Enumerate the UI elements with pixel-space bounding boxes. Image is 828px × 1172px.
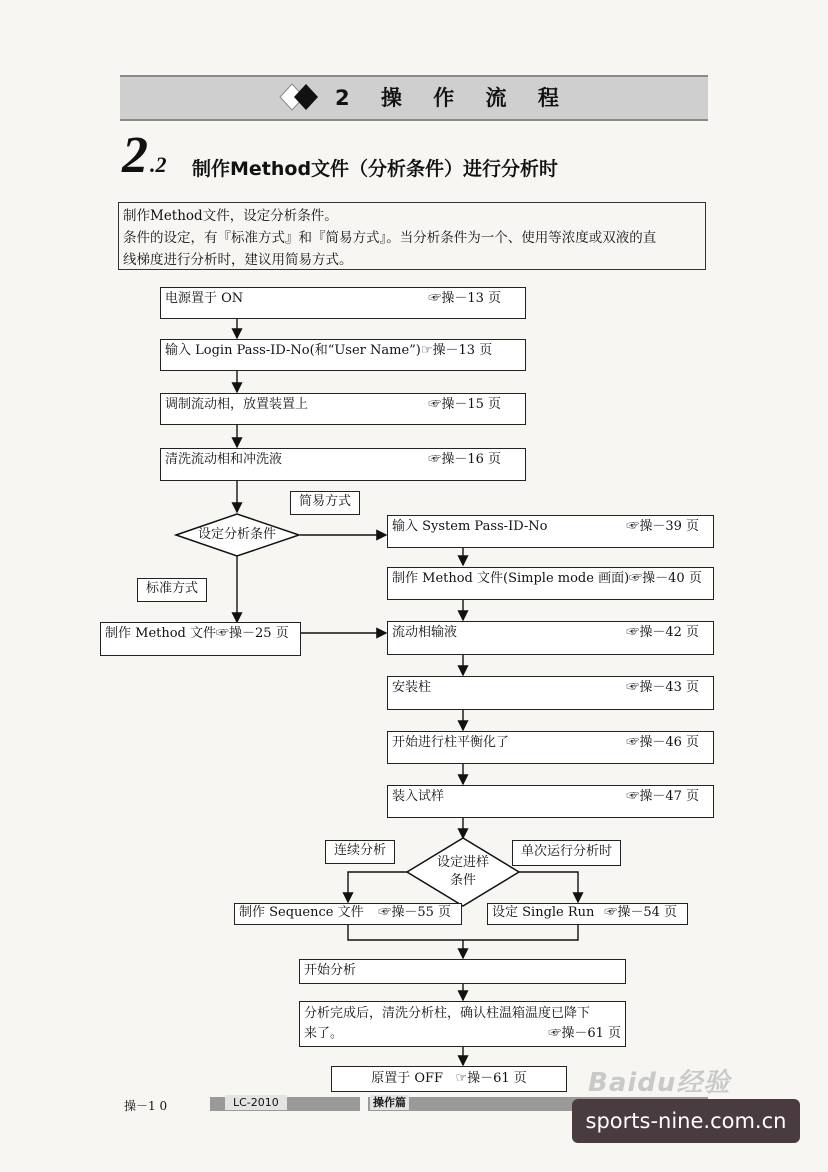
step-system-pass	[387, 515, 714, 548]
step-sequence	[234, 903, 462, 925]
step-start	[299, 959, 626, 984]
intro-line-2: 条件的设定，有『标准方式』和『简易方式』。当分析条件为一个、使用等浓度或双液的直	[123, 230, 657, 246]
step-pump	[387, 621, 714, 655]
step-power-on-ref: ☞操－13 页	[428, 291, 501, 306]
footer-section: 操作篇	[370, 1095, 409, 1110]
step-start-text: 开始分析	[304, 963, 357, 978]
step-mobile-phase	[160, 393, 526, 425]
step-wash-ref: ☞操－16 页	[428, 452, 501, 467]
step-finish-line-2: 来了。	[304, 1026, 344, 1041]
step-equilibrate	[387, 731, 714, 764]
continuous-analysis-label: 连续分析	[325, 840, 395, 864]
step-sample-ref: ☞操－47 页	[626, 789, 699, 804]
step-std-method	[100, 622, 301, 656]
intro-line-3: 线梯度进行分析时，建议用简易方式。	[123, 252, 353, 268]
chapter-title: 2 操 作 流 程	[335, 86, 571, 110]
step-single-run-text: 设定 Single Run	[492, 905, 595, 920]
step-login	[160, 339, 526, 371]
site-watermark: sports-nine.com.cn	[572, 1099, 800, 1143]
step-single-run	[487, 903, 688, 925]
step-sample-text: 装入试样	[392, 789, 445, 804]
injection-condition-line-1: 设定进样	[436, 855, 489, 870]
step-finish-line-1: 分析完成后，清洗分析柱，确认柱温箱温度已降下	[304, 1006, 591, 1021]
standard-mode-label: 标准方式	[137, 578, 207, 602]
step-pump-ref: ☞操－42 页	[626, 625, 699, 640]
step-single-run-ref: ☞操－54 页	[604, 905, 677, 920]
section-subnumber: .2	[150, 152, 167, 177]
step-column-ref: ☞操－43 页	[626, 680, 699, 695]
step-sample	[387, 785, 714, 818]
step-column	[387, 676, 714, 710]
step-mobile-phase-text: 调制流动相，放置装置上	[165, 397, 309, 412]
step-equilibrate-text: 开始进行柱平衡化了	[392, 735, 510, 750]
single-run-label: 单次运行分析时	[512, 840, 621, 866]
step-power-on	[160, 287, 526, 319]
simple-mode-label: 简易方式	[290, 491, 360, 515]
step-reset	[331, 1066, 567, 1092]
step-sequence-text: 制作 Sequence 文件	[239, 905, 364, 920]
step-mobile-phase-ref: ☞操－15 页	[428, 397, 501, 412]
step-simple-method-text: 制作 Method 文件(Simple mode 画面)☞操－40 页	[392, 571, 702, 586]
injection-condition-line-2: 条件	[449, 873, 476, 888]
step-power-on-text: 电源置于 ON	[165, 291, 244, 306]
step-wash	[160, 448, 526, 481]
step-system-pass-ref: ☞操－39 页	[626, 519, 699, 534]
step-column-text: 安装柱	[392, 680, 432, 695]
section-number: 2	[122, 127, 148, 184]
step-finish	[299, 1001, 626, 1047]
step-reset-text: 原置于 OFF	[371, 1071, 444, 1086]
section-title: 制作Method文件（分析条件）进行分析时	[192, 158, 559, 180]
baidu-watermark-logo: Baidu经验	[588, 1068, 731, 1098]
footer-model: LC-2010	[225, 1095, 287, 1110]
step-sequence-ref: ☞操－55 页	[378, 905, 451, 920]
step-finish-ref: ☞操－61 页	[548, 1026, 621, 1041]
step-std-method-text: 制作 Method 文件☞操－25 页	[105, 626, 289, 641]
footer-page-number: 操－1 0	[124, 1099, 168, 1113]
intro-line-1: 制作Method文件，设定分析条件。	[123, 208, 338, 224]
step-equilibrate-ref: ☞操－46 页	[626, 735, 699, 750]
step-login-text: 输入 Login Pass-ID-No(和“User Name”)☞操－13 页	[165, 343, 493, 358]
injection-condition-label	[423, 854, 503, 890]
step-reset-ref: ☞操－61 页	[455, 1071, 527, 1086]
set-condition-label: 设定分析条件	[197, 527, 276, 542]
step-system-pass-text: 输入 System Pass-ID-No	[392, 519, 548, 534]
step-simple-method	[387, 567, 714, 600]
step-pump-text: 流动相输液	[392, 625, 458, 640]
step-wash-text: 清洗流动相和冲洗液	[165, 452, 283, 467]
